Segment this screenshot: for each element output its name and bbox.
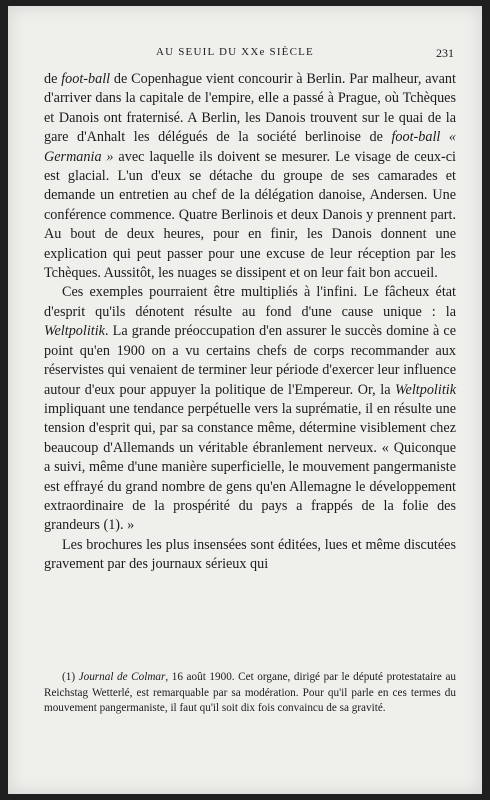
text-segment: de <box>44 71 62 87</box>
text-segment: avec laquelle ils doivent se mesurer. Le visage de ceux-ci est glacial. L'un d'eux se détache du groupe de ses camarades et demande un entretien au chef de la délégation danoise, Andersen. Une conférence commence. Quatre Berlinois et deux Danois y prennent part. Au bout de deux heures, pour en finir, les Danois donnent une explication qui peut passer pour une excuse de leur réception par les Tchèques. Aussitôt, les nuages se dissipent et on leur fait bon accueil. <box>44 148 456 282</box>
running-header <box>44 46 454 62</box>
italic-text-segment: Weltpolitik <box>395 381 456 398</box>
text-segment: Les brochures les plus insensées sont éditées, lues et même discutées gravement par des journaux sérieux qui <box>44 536 456 573</box>
body-text <box>44 70 456 575</box>
text-segment: , 16 août 1900. Cet organe, dirigé par le député protestataire au Reichstag Wetterlé, est remarquable par sa modération. Pour qu'il parle en ces termes du mouvement pangermaniste, il faut qu'il soit dix fois convaincu de sa gravité. <box>44 671 457 715</box>
text-segment: Ces exemples pourraient être multipliés à l'infini. Le fâcheux état d'esprit qu'ils dénotent résulte au fond d'une cause unique : la <box>44 284 456 320</box>
footnote <box>44 670 456 717</box>
text-segment: (1) <box>62 671 79 683</box>
text-segment: . La grande préoccupation d'en assurer le succès domine à ce point qu'en 1900 on a vu certains chefs de corps recommander aux réservistes qui venaient de terminer leur période d'exercer leur influence autour d'eux pour appuyer la politique de l'Empereur. Or, la <box>44 323 456 398</box>
page-number: 231 <box>436 46 454 60</box>
paragraph-1 <box>44 70 456 283</box>
book-page <box>8 6 482 794</box>
italic-text-segment: Weltpolitik <box>44 323 105 340</box>
italic-text-segment: foot-ball <box>61 71 111 87</box>
text-segment: impliquant une tendance perpétuelle vers la suprématie, il en résulte une tension d'esprit qui, par sa constance même, détermine visiblement chez beaucoup d'Allemands un véritable ébranlement nerveux. « Quiconque a suivi, même d'une manière superficielle, le mouvement pangermaniste est effrayé du grand nombre de gens qu'en Allemagne le développement extraordinaire de la prospérité du pays a frappés de la folie des grandeurs (1). » <box>44 400 456 534</box>
italic-text-segment: foot-ball « Germania » <box>44 129 456 165</box>
paragraph-3 <box>44 536 456 575</box>
running-title: AU SEUIL DU XXe SIÈCLE <box>156 46 314 58</box>
italic-text-segment: Journal de Colmar <box>78 671 166 683</box>
paragraph-2 <box>44 283 456 535</box>
text-segment: de Copenhague vient concourir à Berlin. Par malheur, avant d'arriver dans la capitale de l'empire, elle a passé à Prague, où Tchèques et Danois ont fraternisé. A Berlin, les Danois trouvent sur le quai de la gare d'Anhalt les délégués de la société berlinoise de <box>44 71 456 146</box>
footnote-text <box>44 670 456 717</box>
